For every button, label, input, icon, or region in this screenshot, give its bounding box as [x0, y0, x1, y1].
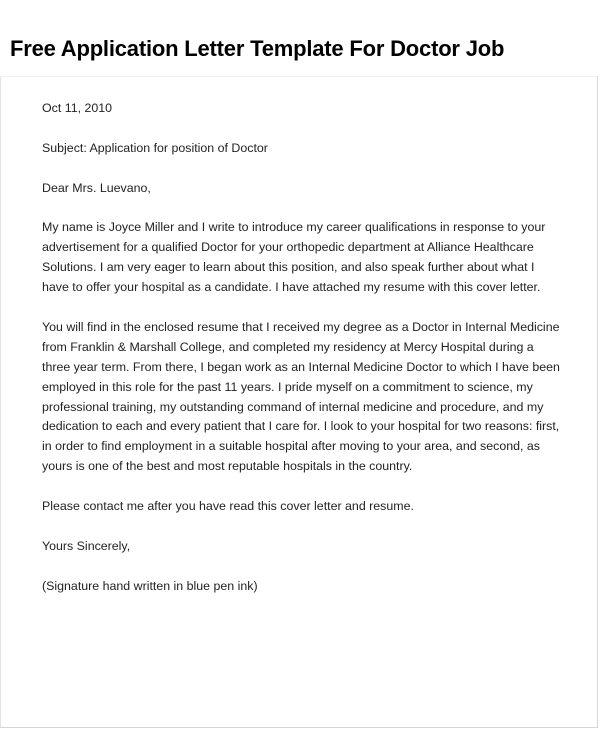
page-title: Free Application Letter Template For Doctor Job	[10, 36, 505, 61]
letter-subject: Subject: Application for position of Doctor	[42, 140, 268, 155]
letter-salutation: Dear Mrs. Luevano,	[42, 180, 151, 195]
letter-date: Oct 11, 2010	[42, 101, 113, 115]
letter-paragraph-qualifications: You will find in the enclosed resume that I received my degree as a Doctor in Internal Medicine from Franklin & Marshall College, and completed my residency at Mercy Hospital during a three year term. From there, I began work as an Internal Medicine Doctor to which I have been employed in this role for the past 11 years. I pride myself on a commitment to science, my professional training, my outstanding command of internal medicine and procedure, and my dedication to each and every patient that I care for. I look to your hospital for two reasons: first, in order to find employment in a suitable hospital after moving to your area, and second, as yours is one of the best and most reputable hospitals in the country.	[42, 319, 560, 474]
letter-body	[42, 99, 564, 597]
letter-paragraph-introduction: My name is Joyce Miller and I write to introduce my career qualifications in response to your advertisement for a qualified Doctor for your orthopedic department at Alliance Healthcare Solutions. I am very eager to learn about this position, and also speak further about what I have to offer your hospital as a candidate. I have attached my resume with this cover letter.	[42, 220, 546, 295]
letter-signature-note: (Signature hand written in blue pen ink)	[42, 578, 258, 593]
letter-closing: Yours Sincerely,	[42, 538, 131, 553]
letter-paragraph-contact: Please contact me after you have read this cover letter and resume.	[42, 499, 414, 514]
